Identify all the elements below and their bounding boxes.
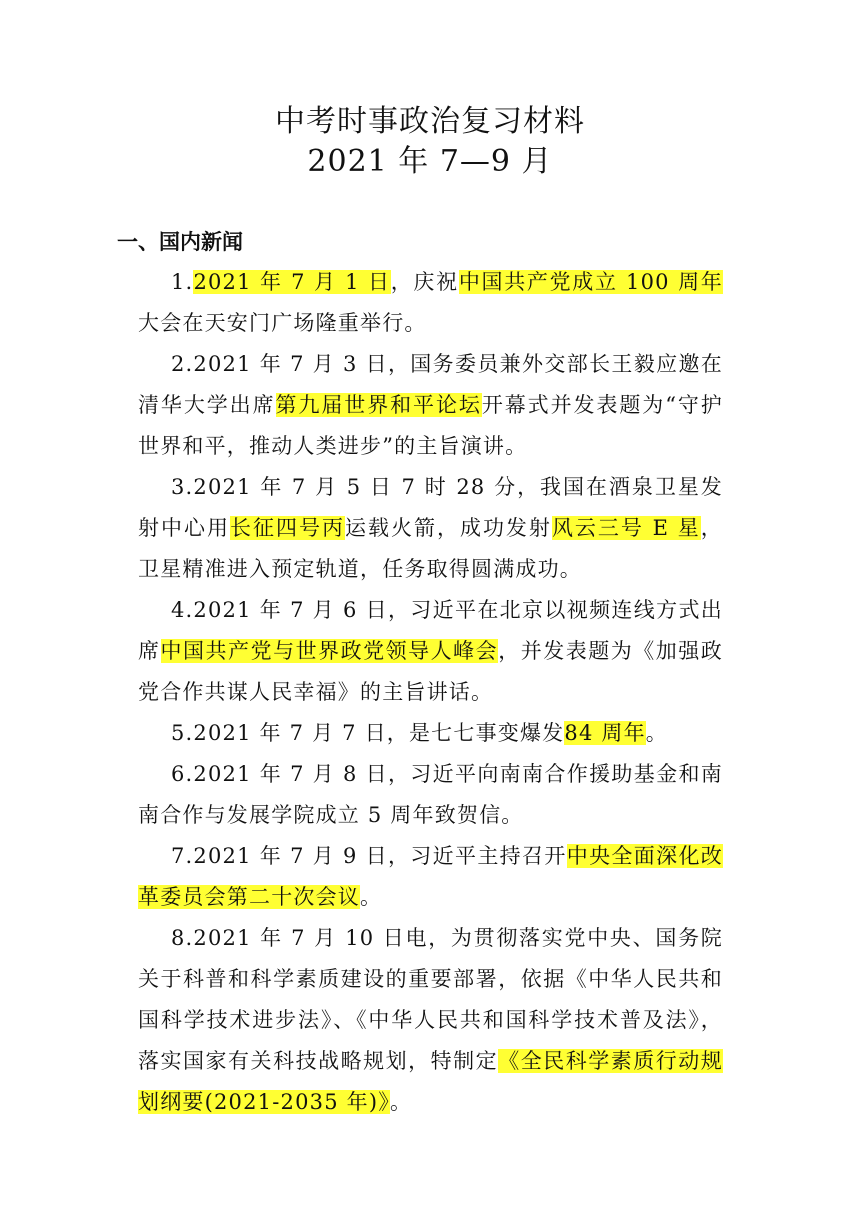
highlighted-text: 中国共产党与世界政党领导人峰会 [160, 639, 499, 663]
news-text: 开幕式并发表题为“守护世界和平，推动人类进步”的主旨演讲。 [138, 393, 723, 458]
news-text: 1. [171, 270, 194, 294]
highlighted-text: 风云三号 E 星 [551, 516, 701, 540]
news-item [138, 590, 723, 713]
section-heading: 一、国内新闻 [117, 229, 243, 254]
news-item [138, 836, 723, 918]
news-item [138, 754, 723, 836]
news-text: 。 [389, 1090, 413, 1114]
news-text: 。 [645, 721, 668, 745]
news-item [138, 467, 723, 590]
news-text: 4.2021 年 7 月 6 日，习近平在北京以视频连线方式出席 [138, 598, 723, 663]
news-item [138, 344, 723, 467]
highlighted-text: 第九届世界和平论坛 [275, 393, 482, 417]
news-text: 5.2021 年 7 月 7 日，是七七事变爆发 [171, 721, 565, 745]
highlighted-text: 中国共产党成立 100 周年 [458, 270, 724, 294]
highlighted-text: 中央全面深化改革委员会第二十次会议 [138, 844, 723, 909]
news-text: 3.2021 年 7 月 5 日 7 时 28 分，我国在酒泉卫星发射中心用 [138, 475, 723, 540]
news-item [138, 713, 723, 754]
news-text: ，庆祝 [390, 270, 459, 294]
news-item [138, 262, 723, 344]
news-item [138, 918, 723, 1123]
highlighted-text: 2021 年 7 月 1 日 [193, 270, 391, 294]
news-text: 8.2021 年 7 月 10 日电，为贯彻落实党中央、国务院关于科普和科学素质建设的重要部署，依据《中华人民共和国科学技术进步法》、《中华人民共和国科学技术普及法》，落实国家有关科技战略规划，特制定 [138, 926, 723, 1073]
news-text: 6.2021 年 7 月 8 日，习近平向南南合作援助基金和南南合作与发展学院成立 5 周年致贺信。 [138, 762, 723, 827]
document-title: 中考时事政治复习材料 [275, 104, 585, 139]
highlighted-text: 《全民科学素质行动规划纲要(2021-2035 年)》 [138, 1049, 724, 1114]
document-subtitle: 2021 年 7—9 月 [307, 144, 553, 179]
news-text: 。 [360, 885, 383, 909]
news-text: ，并发表题为《加强政党合作共谋人民幸福》的主旨讲话。 [138, 639, 724, 704]
news-text: 7.2021 年 7 月 9 日，习近平主持召开 [171, 844, 567, 868]
news-list [138, 262, 723, 1123]
highlighted-text: 84 周年 [564, 721, 646, 745]
highlighted-text: 长征四号丙 [229, 516, 345, 540]
news-text: 运载火箭，成功发射 [344, 516, 552, 540]
news-text: ，卫星精准进入预定轨道，任务取得圆满成功。 [138, 516, 723, 581]
news-text: 大会在天安门广场隆重举行。 [138, 311, 427, 335]
news-text: 2.2021 年 7 月 3 日，国务委员兼外交部长王毅应邀在清华大学出席 [138, 352, 723, 417]
